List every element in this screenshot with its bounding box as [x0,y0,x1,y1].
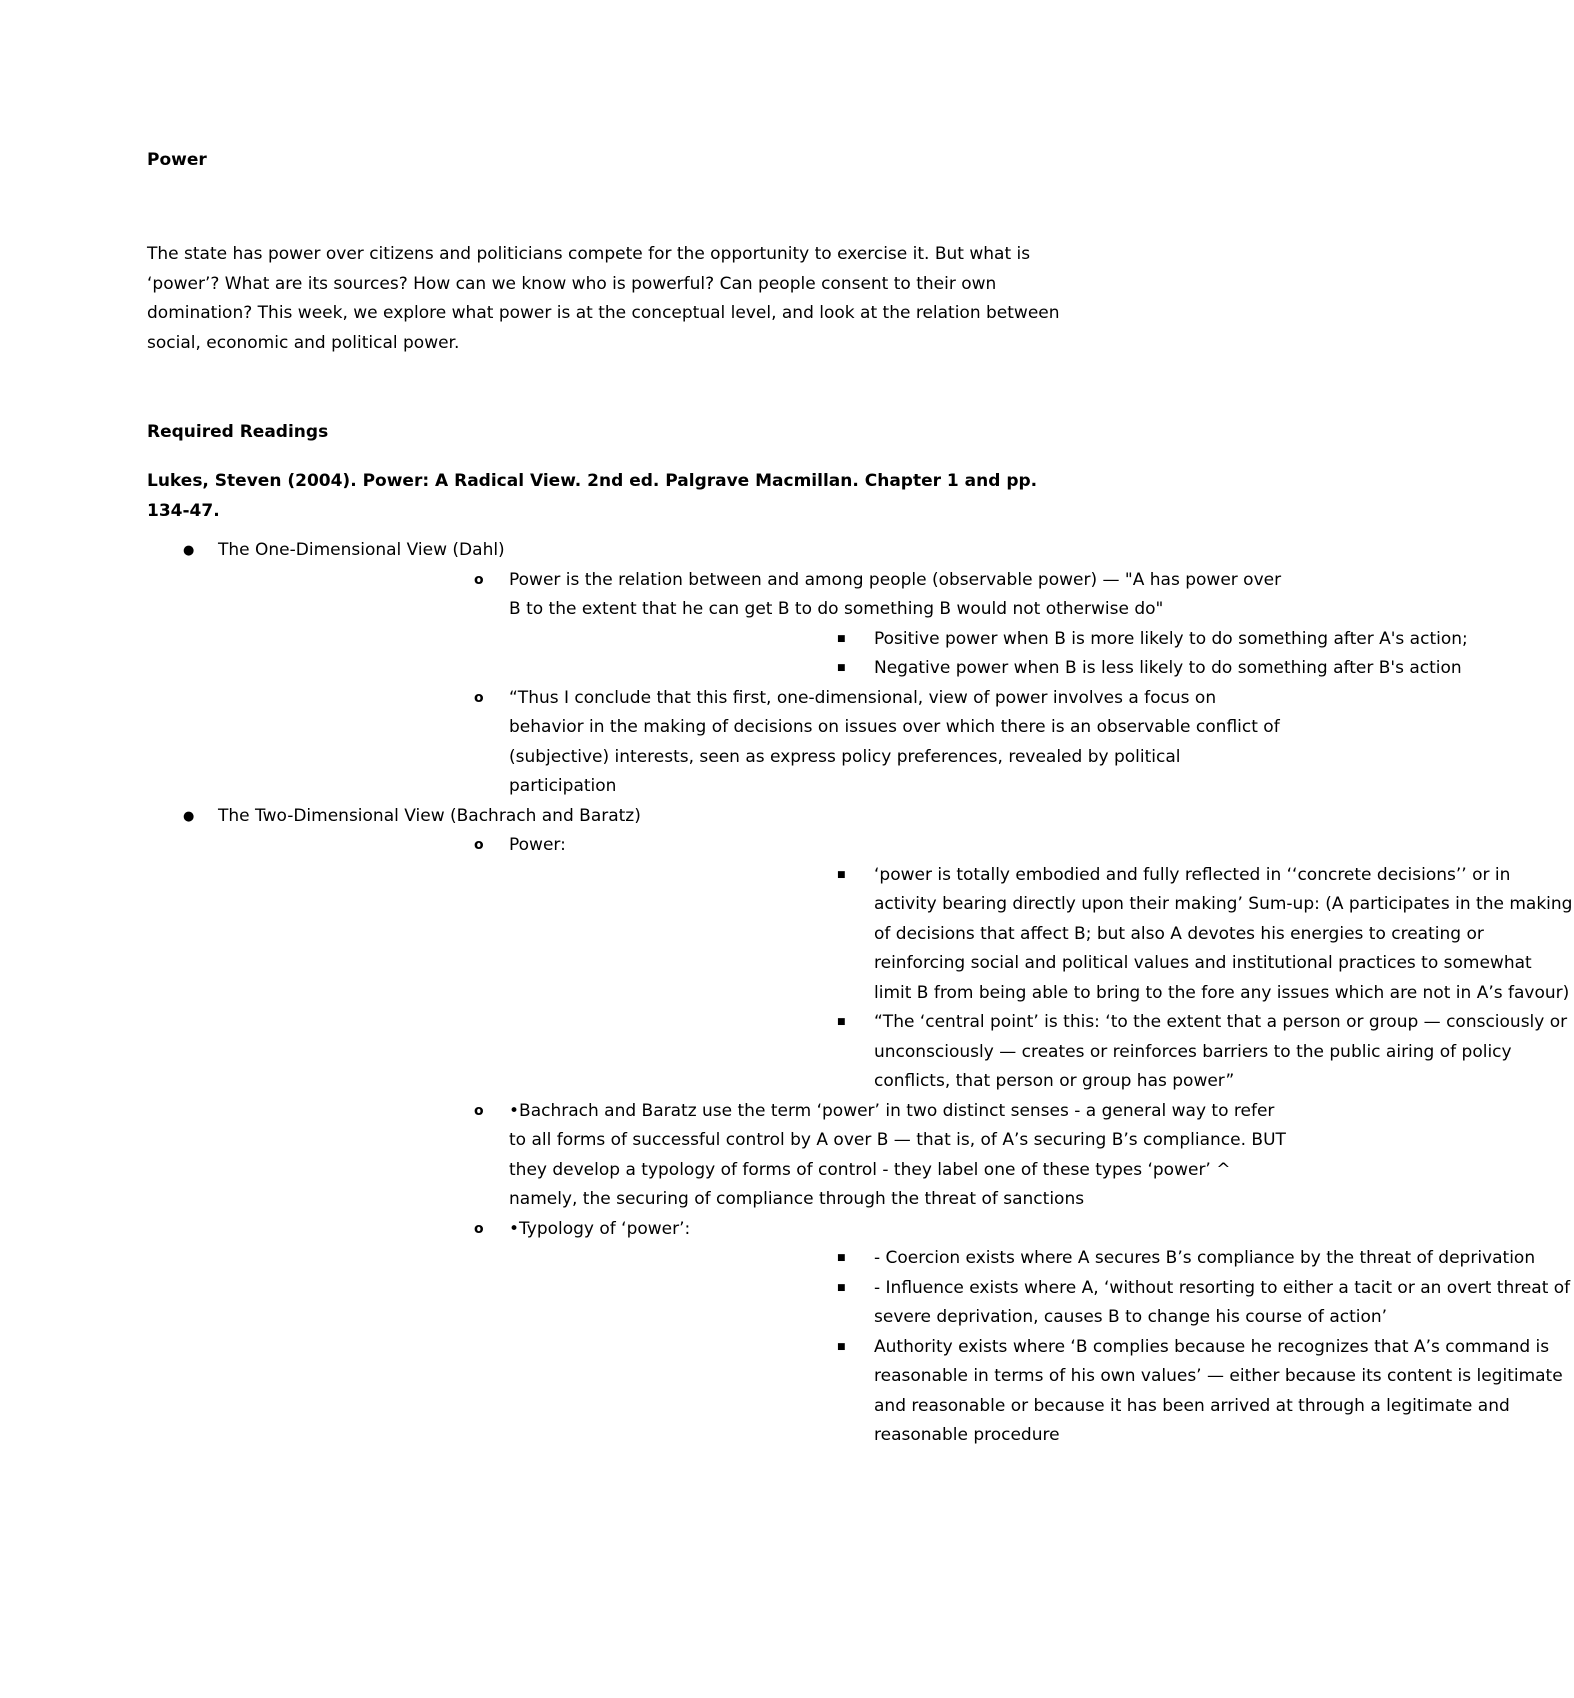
square-marker: ■ [837,663,846,673]
sub-list [509,1244,1571,1451]
list-item [0,536,1468,802]
square-marker: ■ [837,633,846,644]
two-dimensional-view-heading: The Two-Dimensional View (Bachrach and Baratz) [218,805,641,826]
list-item-text: Negative power when B is less likely to do something after B's action [874,658,1462,678]
list-item [218,1097,1286,1215]
sub-list [218,566,1468,802]
list-item [509,654,1462,684]
square-marker: ■ [837,1017,846,1027]
list-item [218,684,1280,802]
list-item [509,1008,1568,1097]
square-marker: ■ [837,869,846,880]
list-item-text: Positive power when B is more likely to do something after A's action; [874,628,1468,649]
circle-marker: o [474,689,484,706]
required-readings-heading: Required Readings [147,422,329,442]
list-item-text: Power is the relation between and among people (observable power) — "A has power over B to the extent that he can get B to do something B would not otherwise do" [509,569,1282,619]
list-item-text: Power: [509,835,566,855]
list-item [509,1333,1563,1451]
list-item-text: “The ‘central point’ is this: ‘to the extent that a person or group — consciously or unconsciously — creates or reinforces barriers to the public airing of policy conflicts, that person or group has power” [874,1012,1568,1091]
list-item-text: •Bachrach and Baratz use the term ‘power’ in two distinct senses - a general way to refer to all forms of successful control by A over B — that is, of A’s securing B’s compliance. BUT they develop a typology of forms of control - they label one of these types ‘power’ ^ namely, the securing of compliance through the threat of sanctions [509,1100,1286,1209]
list-item-text: Authority exists where ‘B complies because he recognizes that A’s command is reasonable in terms of his own values’ — either because its content is legitimate and reasonable or because it has been arrived at through a legitimate and reasonable procedure [874,1336,1563,1445]
list-item [0,802,1573,1451]
list-item-text: ‘power is totally embodied and fully reflected in ‘‘concrete decisions’’ or in activity bearing directly upon their making’ Sum-up: (A participates in the making of decisions that affect B; but also A devotes his energies to creating or reinforcing social and political values and institutional practices to somewhat limit B from being able to bring to the fore any issues which are not in A’s favour) [874,864,1573,1003]
list-item-text: - Coercion exists where A secures B’s compliance by the threat of deprivation [874,1248,1536,1268]
bullet-marker: ● [183,808,195,824]
list-item [509,861,1573,1009]
list-item [218,831,1573,1097]
square-marker: ■ [837,1341,846,1352]
sub-list [509,625,1468,684]
one-dimensional-view-heading: The One-Dimensional View (Dahl) [218,540,505,560]
list-item [509,625,1468,655]
document-title: Power [147,150,207,170]
list-item-text: - Influence exists where A, ‘without resorting to either a tacit or an overt threat of severe deprivation, causes B to change his course of action’ [874,1277,1571,1327]
sub-list [218,831,1573,1451]
reading-citation: Lukes, Steven (2004). Power: A Radical View. 2nd ed. Palgrave Macmillan. Chapter 1 and pp. 134-47. [147,471,1038,521]
sub-list [509,861,1573,1097]
list-item [218,1215,1571,1451]
list-item-text: •Typology of ‘power’: [509,1218,691,1239]
intro-paragraph: The state has power over citizens and politicians compete for the opportunity to exercise it. But what is ‘power’? What are its sources? How can we know who is powerful? Can people consent to their own domination? This week, we explore what power is at the conceptual level, and look at the relation between social, economic and political power. [147,244,1060,353]
circle-marker: o [474,1102,484,1119]
circle-marker: o [474,1220,484,1237]
list-item [218,566,1468,684]
bullet-marker: ● [183,543,195,558]
list-item [509,1274,1571,1333]
circle-marker: o [474,837,484,853]
list-item [509,1244,1536,1274]
square-marker: ■ [837,1253,846,1263]
reading-notes-outline [0,536,1573,1451]
circle-marker: o [474,571,484,588]
list-item-text: “Thus I conclude that this first, one-dimensional, view of power involves a focus on behavior in the making of decisions on issues over which there is an observable conflict of (subjective) interests, seen as express policy preferences, revealed by political participation [509,687,1280,796]
square-marker: ■ [837,1282,846,1293]
